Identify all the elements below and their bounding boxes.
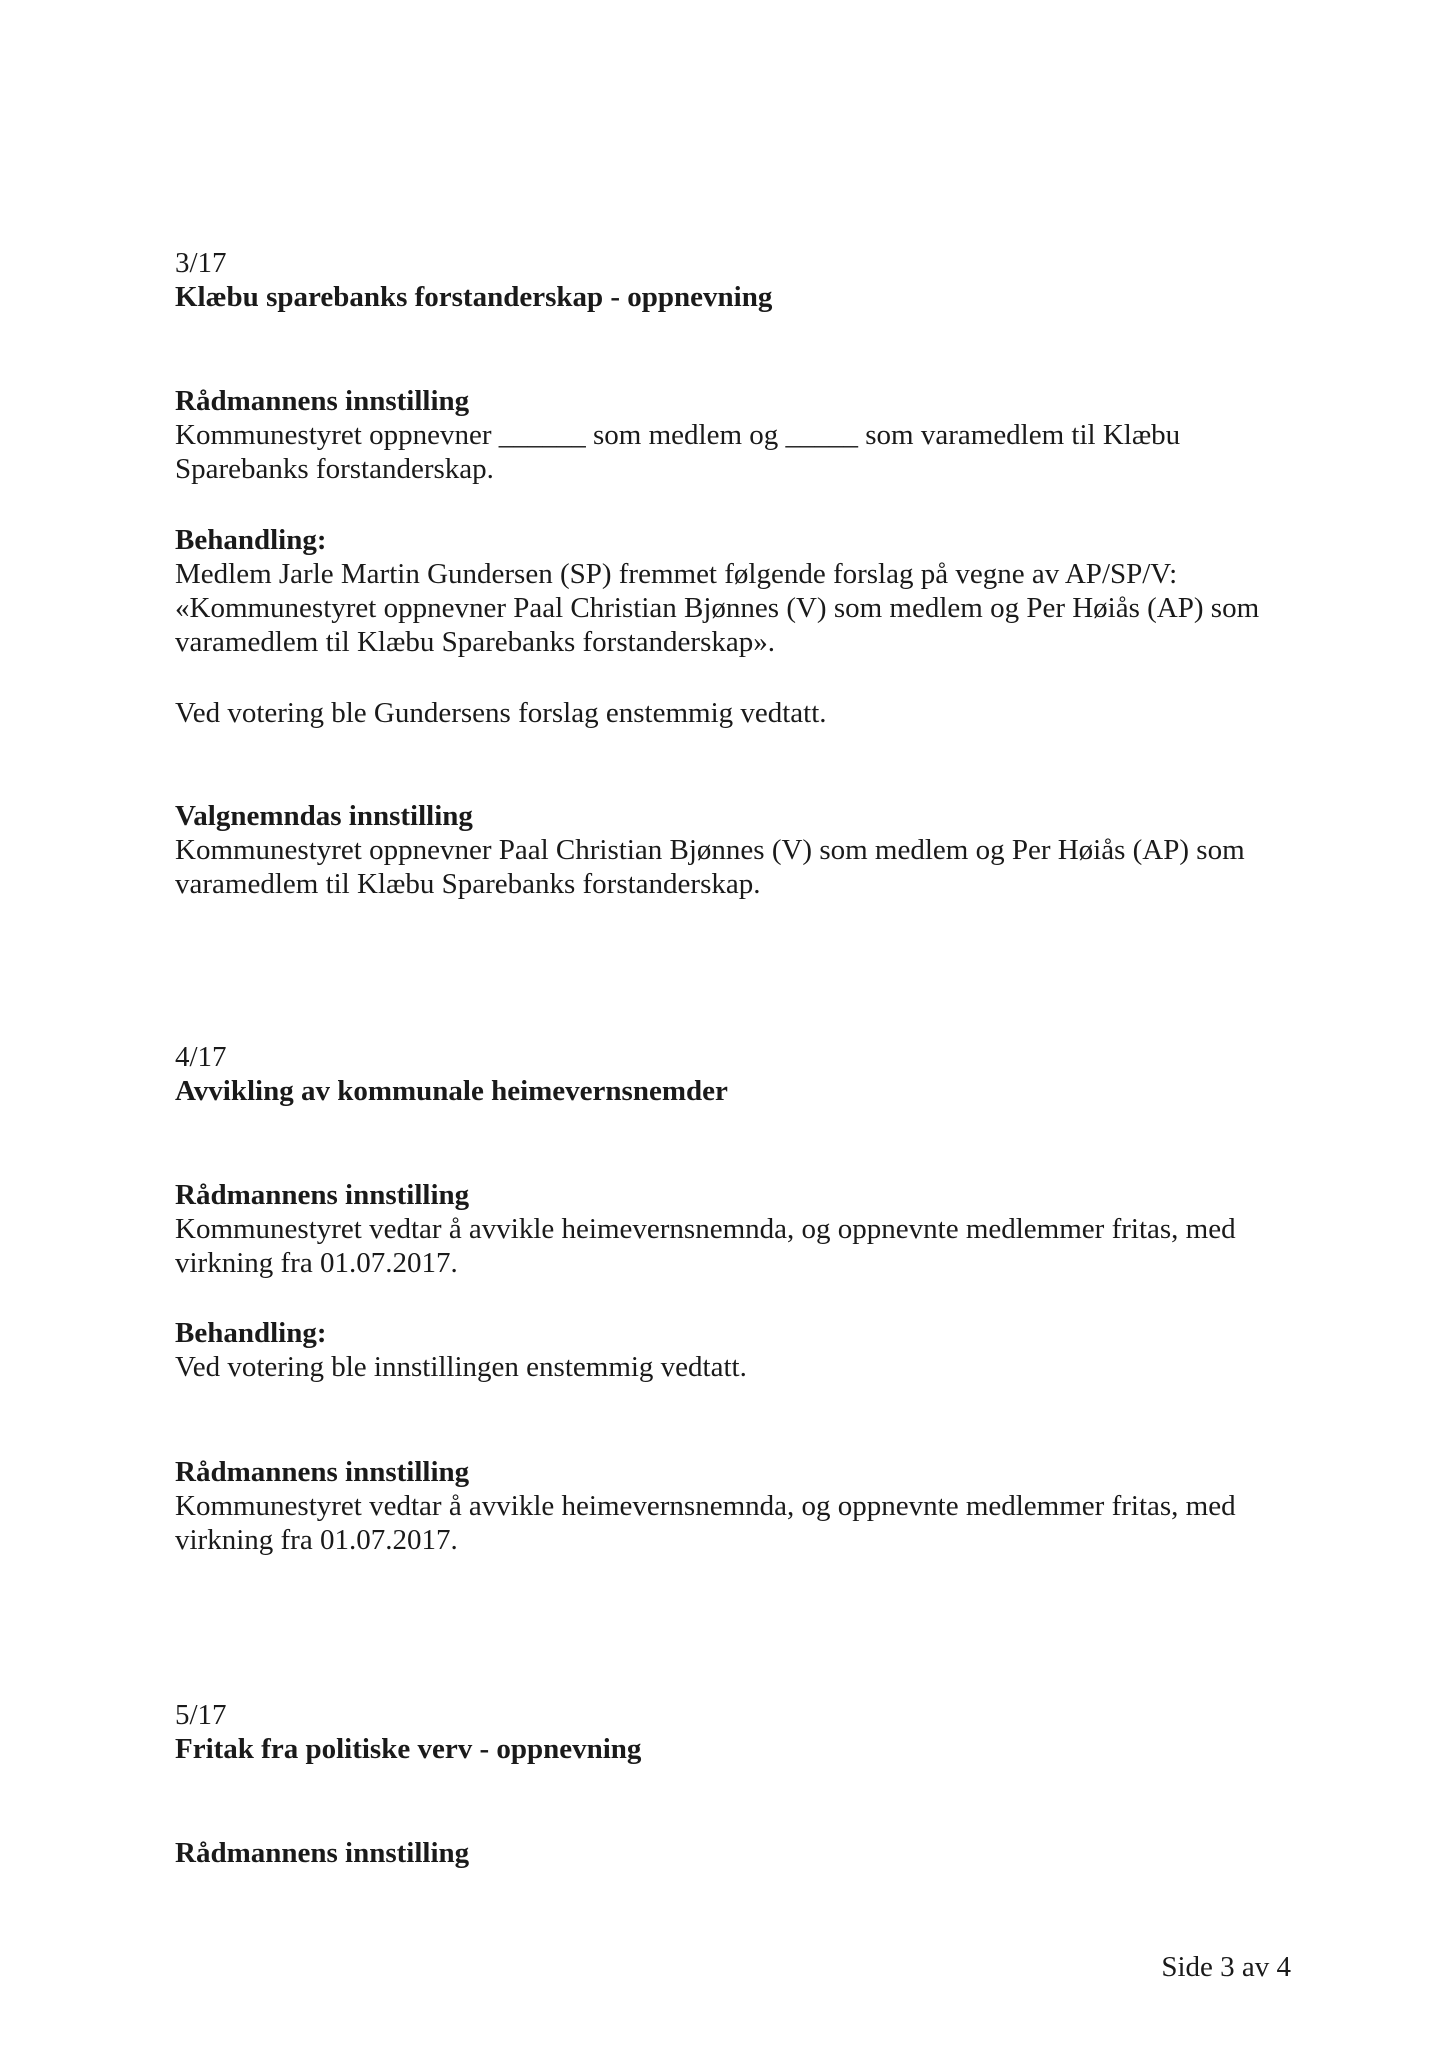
case-title: Klæbu sparebanks forstanderskap - oppnevning [175, 281, 773, 313]
radmann-heading: Rådmannens innstilling [175, 1837, 470, 1869]
case-title: Avvikling av kommunale heimevernsnemder [175, 1075, 728, 1107]
votering-text: Ved votering ble Gundersens forslag enstemmig vedtatt. [175, 697, 827, 729]
case-number: 5/17 [175, 1699, 227, 1731]
case-number: 3/17 [175, 247, 227, 279]
radmann-text-line: Sparebanks forstanderskap. [175, 453, 494, 485]
radmann-text-line: Kommunestyret oppnevner ______ som medlem og _____ som varamedlem til Klæbu [175, 419, 1181, 451]
behandling-heading: Behandling: [175, 524, 327, 556]
behandling-text-line: Ved votering ble innstillingen enstemmig vedtatt. [175, 1351, 747, 1383]
vedtak-text-line: Kommunestyret oppnevner Paal Christian Bjønnes (V) som medlem og Per Høiås (AP) som [175, 834, 1245, 866]
radmann-text-line: virkning fra 01.07.2017. [175, 1247, 458, 1279]
behandling-text-line: Medlem Jarle Martin Gundersen (SP) fremmet følgende forslag på vegne av AP/SP/V: [175, 558, 1178, 590]
case-title: Fritak fra politiske verv - oppnevning [175, 1733, 642, 1765]
vedtak-text-line: Kommunestyret vedtar å avvikle heimevernsnemnda, og oppnevnte medlemmer fritas, med [175, 1490, 1236, 1522]
radmann-heading: Rådmannens innstilling [175, 385, 470, 417]
radmann-heading: Rådmannens innstilling [175, 1179, 470, 1211]
vedtak-text-line: varamedlem til Klæbu Sparebanks forstanderskap. [175, 868, 761, 900]
vedtak-heading: Rådmannens innstilling [175, 1456, 470, 1488]
vedtak-heading: Valgnemndas innstilling [175, 800, 473, 832]
page-number: Side 3 av 4 [1161, 1951, 1291, 1983]
radmann-text-line: Kommunestyret vedtar å avvikle heimevernsnemnda, og oppnevnte medlemmer fritas, med [175, 1213, 1236, 1245]
vedtak-text-line: virkning fra 01.07.2017. [175, 1524, 458, 1556]
behandling-heading: Behandling: [175, 1317, 327, 1349]
behandling-text-line: varamedlem til Klæbu Sparebanks forstanderskap». [175, 626, 775, 658]
behandling-text-line: «Kommunestyret oppnevner Paal Christian Bjønnes (V) som medlem og Per Høiås (AP) som [175, 592, 1260, 624]
case-number: 4/17 [175, 1041, 227, 1073]
